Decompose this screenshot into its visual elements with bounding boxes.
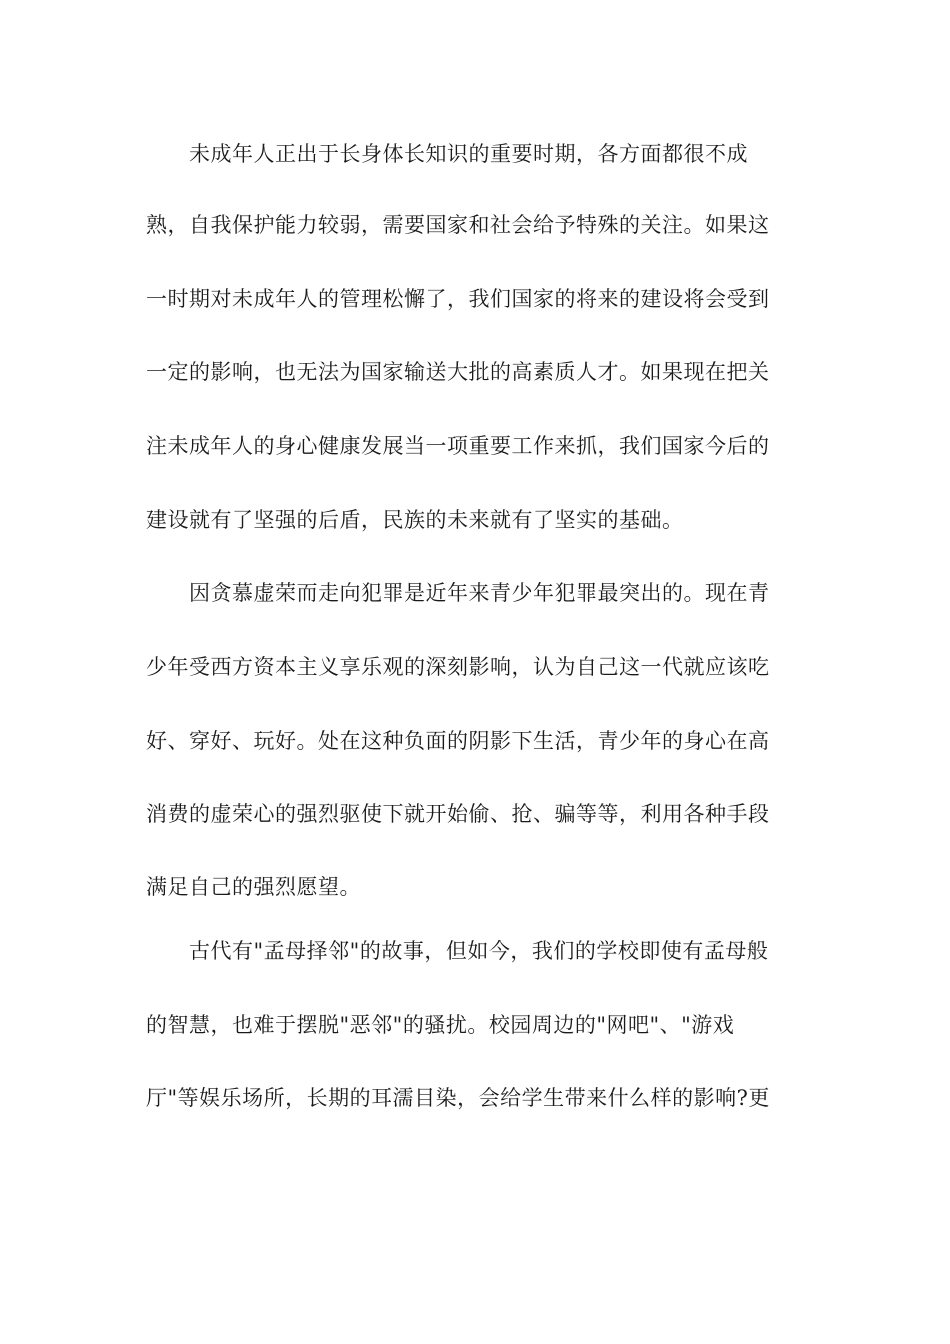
paragraph-1-line-3: 一时期对未成年人的管理松懈了，我们国家的将来的建设将会受到 bbox=[146, 287, 770, 311]
paragraph-2-line-3: 好、穿好、玩好。处在这种负面的阴影下生活，青少年的身心在高 bbox=[146, 729, 770, 753]
paragraph-1-line-4: 一定的影响，也无法为国家输送大批的高素质人才。如果现在把关 bbox=[146, 360, 770, 384]
paragraph-2-line-4: 消费的虚荣心的强烈驱使下就开始偷、抢、骗等等，利用各种手段 bbox=[146, 802, 770, 826]
paragraph-2-line-5: 满足自己的强烈愿望。 bbox=[146, 875, 361, 899]
paragraph-1-line-6: 建设就有了坚强的后盾，民族的未来就有了坚实的基础。 bbox=[146, 508, 684, 532]
paragraph-1-line-1: 未成年人正出于长身体长知识的重要时期，各方面都很不成 bbox=[189, 142, 748, 166]
paragraph-1-line-5: 注未成年人的身心健康发展当一项重要工作来抓，我们国家今后的 bbox=[146, 434, 770, 458]
paragraph-2-line-2: 少年受西方资本主义享乐观的深刻影响，认为自己这一代就应该吃 bbox=[146, 655, 770, 679]
paragraph-3-line-2: 的智慧，也难于摆脱"恶邻"的骚扰。校园周边的"网吧"、"游戏 bbox=[146, 1013, 735, 1037]
paragraph-3-line-3: 厅"等娱乐场所，长期的耳濡目染，会给学生带来什么样的影响?更 bbox=[146, 1086, 770, 1110]
paragraph-2-line-1: 因贪慕虚荣而走向犯罪是近年来青少年犯罪最突出的。现在青 bbox=[189, 581, 770, 605]
paragraph-1-line-2: 熟，自我保护能力较弱，需要国家和社会给予特殊的关注。如果这 bbox=[146, 213, 770, 237]
paragraph-3-line-1: 古代有"孟母择邻"的故事，但如今，我们的学校即使有孟母般 bbox=[189, 939, 769, 963]
